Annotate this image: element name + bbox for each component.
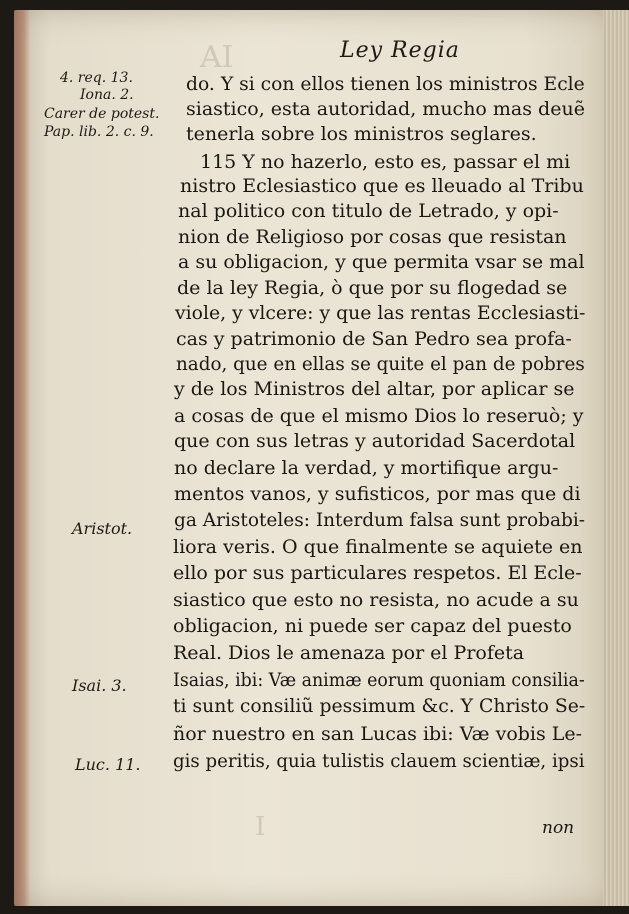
text-line: a su obligacion, y que permita vsar se mal — [178, 251, 585, 273]
text-line: obligacion, ni puede ser capaz del puesto — [173, 615, 572, 637]
text-line: viole, y vlcere: y que las rentas Ecclesiasti- — [175, 302, 586, 324]
text-line: cas y patrimonio de San Pedro sea profa- — [176, 328, 572, 350]
page-gutter — [14, 10, 30, 906]
text-line: no declare la verdad, y mortifique argu- — [174, 457, 559, 479]
text-line: nado, que en ellas se quite el pan de pobres — [176, 353, 585, 375]
text-line: y de los Ministros del altar, por aplicar se — [174, 378, 575, 400]
text-line: gis peritis, quia tulistis clauem scientiæ, ipsi — [173, 750, 585, 772]
text-line: 115 Y no hazerlo, esto es, passar el mi — [200, 151, 571, 173]
margin-note: Iona. 2. — [80, 87, 134, 103]
running-head: Ley Regia — [340, 38, 460, 63]
text-line: ñor nuestro en san Lucas ibi: Væ vobis Le- — [173, 723, 583, 745]
text-line: ello por sus particulares respetos. El Ecle- — [173, 562, 582, 584]
text-line: a cosas de que el mismo Dios lo reseruò; y — [174, 405, 584, 427]
text-line: nion de Religioso por cosas que resistan — [178, 226, 567, 248]
text-line: que con sus letras y autoridad Sacerdotal — [174, 430, 576, 452]
margin-note: Luc. 11. — [75, 755, 141, 774]
text-line: nal politico con titulo de Letrado, y opi- — [178, 200, 559, 222]
text-line: nistro Eclesiastico que es lleuado al Tribu — [180, 175, 584, 197]
text-line: siastico, esta autoridad, mucho mas deuẽ — [186, 98, 585, 120]
show-through-text: I — [255, 812, 266, 842]
show-through-text: AI — [200, 40, 234, 75]
catchword: non — [542, 818, 575, 838]
text-line: tenerla sobre los ministros seglares. — [186, 123, 537, 145]
text-line: Isaias, ibi: Væ animæ eorum quoniam consilia- — [173, 669, 585, 691]
margin-note: Carer de potest. — [44, 106, 160, 122]
margin-note: 4. req. 13. — [60, 70, 133, 86]
text-line: liora veris. O que finalmente se aquiete en — [173, 536, 583, 558]
text-line: ga Aristoteles: Interdum falsa sunt probabi- — [174, 509, 586, 531]
text-line: siastico que esto no resista, no acude a su — [173, 589, 579, 611]
margin-note: Pap. lib. 2. c. 9. — [44, 124, 154, 140]
text-line: de la ley Regia, ò que por su flogedad se — [177, 277, 568, 299]
text-line: do. Y si con ellos tienen los ministros Ecle — [186, 73, 585, 95]
text-line: mentos vanos, y sufisticos, por mas que di — [174, 483, 581, 505]
text-line: Real. Dios le amenaza por el Profeta — [173, 642, 525, 664]
text-line: ti sunt consiliũ pessimum &c. Y Christo Se- — [173, 695, 586, 717]
page-fore-edge — [603, 10, 629, 906]
margin-note: Aristot. — [72, 519, 133, 538]
margin-note: Isai. 3. — [72, 676, 127, 695]
